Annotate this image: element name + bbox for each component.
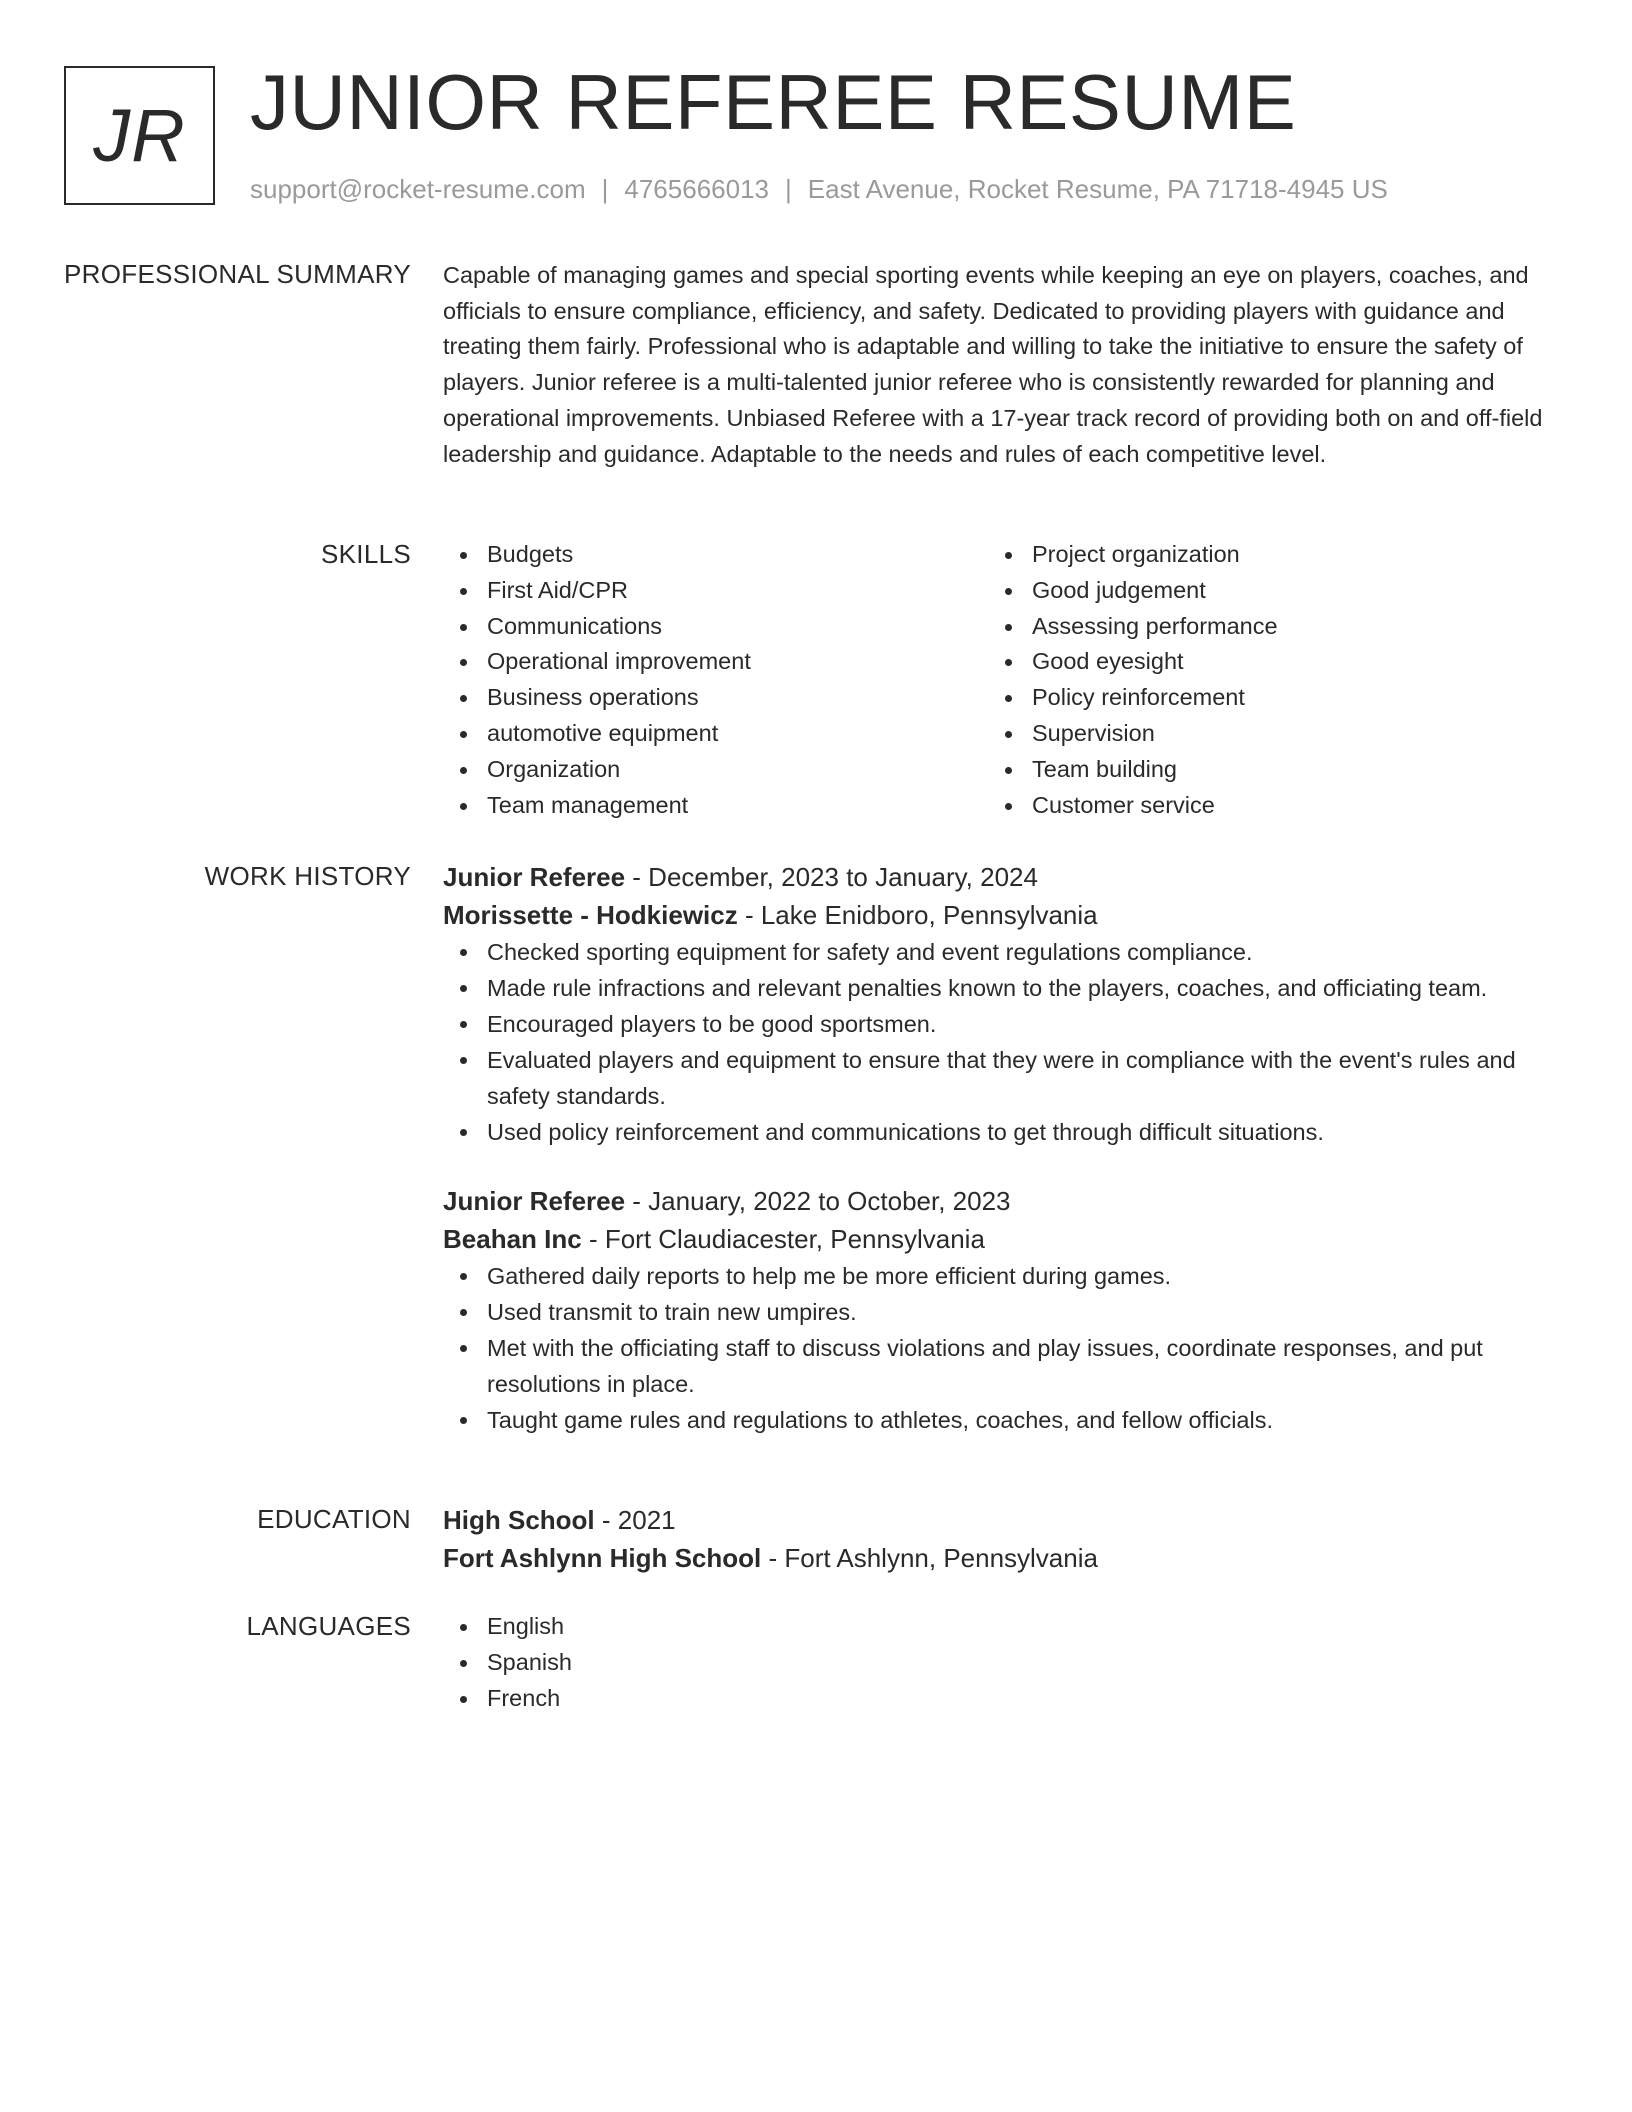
skill-item: Policy reinforcement — [988, 680, 1533, 716]
language-item: Spanish — [443, 1645, 1553, 1681]
education-degree-line — [443, 1501, 1553, 1539]
language-item: English — [443, 1609, 1553, 1645]
language-item: French — [443, 1681, 1553, 1717]
job-company: Beahan Inc — [443, 1224, 582, 1254]
job-bullet: Met with the officiating staff to discuss violations and play issues, coordinate responses, and put resolutions in place. — [443, 1330, 1553, 1402]
summary-label: PROFESSIONAL SUMMARY — [64, 259, 411, 289]
job-dates: - December, 2023 to January, 2024 — [625, 862, 1038, 892]
education-label: EDUCATION — [257, 1504, 411, 1534]
summary-body — [443, 258, 1553, 472]
education-school-line — [443, 1539, 1553, 1577]
skill-item: First Aid/CPR — [443, 573, 988, 609]
job-bullet: Made rule infractions and relevant penalties known to the players, coaches, and officiating team. — [443, 970, 1553, 1006]
skill-item: Operational improvement — [443, 644, 988, 680]
skill-item: Team management — [443, 788, 988, 824]
contact-separator: | — [785, 174, 792, 204]
job-dates: - January, 2022 to October, 2023 — [625, 1186, 1011, 1216]
job-title-line — [443, 1182, 1553, 1220]
skill-item: Good judgement — [988, 573, 1533, 609]
contact-line — [250, 172, 1388, 206]
education-body — [443, 1501, 1553, 1577]
skill-item: Customer service — [988, 788, 1533, 824]
skills-list-right — [988, 537, 1533, 823]
job-bullet: Checked sporting equipment for safety and event regulations compliance. — [443, 934, 1553, 970]
job-company-line — [443, 1220, 1553, 1258]
job-bullet: Evaluated players and equipment to ensure that they were in compliance with the event's rules and safety standards. — [443, 1042, 1553, 1114]
contact-email: support@rocket-resume.com — [250, 174, 586, 204]
skill-item: Communications — [443, 609, 988, 645]
skill-item: Business operations — [443, 680, 988, 716]
skills-list-left — [443, 537, 988, 823]
skill-item: Assessing performance — [988, 609, 1533, 645]
education-location: - Fort Ashlynn, Pennsylvania — [761, 1543, 1098, 1573]
contact-separator: | — [601, 174, 609, 204]
skills-label: SKILLS — [321, 539, 411, 569]
skills-body — [443, 537, 1553, 823]
job-entry — [443, 858, 1553, 1150]
job-company: Morissette - Hodkiewicz — [443, 900, 738, 930]
languages-list — [443, 1609, 1553, 1716]
job-bullets — [443, 1258, 1553, 1438]
job-location: - Fort Claudiacester, Pennsylvania — [581, 1224, 985, 1254]
skill-item: Good eyesight — [988, 644, 1533, 680]
page-title: JUNIOR REFEREE RESUME — [250, 58, 1297, 146]
job-title: Junior Referee — [443, 1186, 626, 1216]
job-title-line — [443, 858, 1553, 896]
education-degree: High School — [443, 1505, 595, 1535]
contact-address: East Avenue, Rocket Resume, PA 71718-4945 US — [807, 174, 1388, 204]
skill-item: automotive equipment — [443, 716, 988, 752]
job-bullet: Taught game rules and regulations to athletes, coaches, and fellow officials. — [443, 1402, 1553, 1438]
languages-body — [443, 1609, 1553, 1716]
job-title: Junior Referee — [443, 862, 626, 892]
work-history-label: WORK HISTORY — [204, 861, 411, 891]
monogram-logo: JR — [64, 66, 215, 205]
education-school: Fort Ashlynn High School — [443, 1543, 762, 1573]
job-bullet: Used policy reinforcement and communications to get through difficult situations. — [443, 1114, 1553, 1150]
skill-item: Organization — [443, 752, 988, 788]
skill-item: Team building — [988, 752, 1533, 788]
education-year: - 2021 — [594, 1505, 676, 1535]
job-location: - Lake Enidboro, Pennsylvania — [737, 900, 1098, 930]
job-bullets — [443, 934, 1553, 1150]
job-bullet: Encouraged players to be good sportsmen. — [443, 1006, 1553, 1042]
skill-item: Project organization — [988, 537, 1533, 573]
job-entry — [443, 1182, 1553, 1438]
skill-item: Supervision — [988, 716, 1533, 752]
contact-phone: 4765666013 — [624, 174, 769, 204]
job-company-line — [443, 896, 1553, 934]
languages-label: LANGUAGES — [246, 1611, 411, 1641]
job-bullet: Gathered daily reports to help me be more efficient during games. — [443, 1258, 1553, 1294]
job-bullet: Used transmit to train new umpires. — [443, 1294, 1553, 1330]
skill-item: Budgets — [443, 537, 988, 573]
work-history-body — [443, 858, 1553, 1438]
summary-text: Capable of managing games and special sporting events while keeping an eye on players, coaches, and officials to ensure compliance, efficiency, and safety. Dedicated to providing players with guidance and treating them fairly. Professional who is adaptable and willing to take the initiative to ensure the safety of players. Junior referee is a multi-talented junior referee who is consistently rewarded for planning and operational improvements. Unbiased Referee with a 17-year track record of providing both on and off-field leadership and guidance. Adaptable to the needs and rules of each competitive level. — [443, 262, 1543, 467]
